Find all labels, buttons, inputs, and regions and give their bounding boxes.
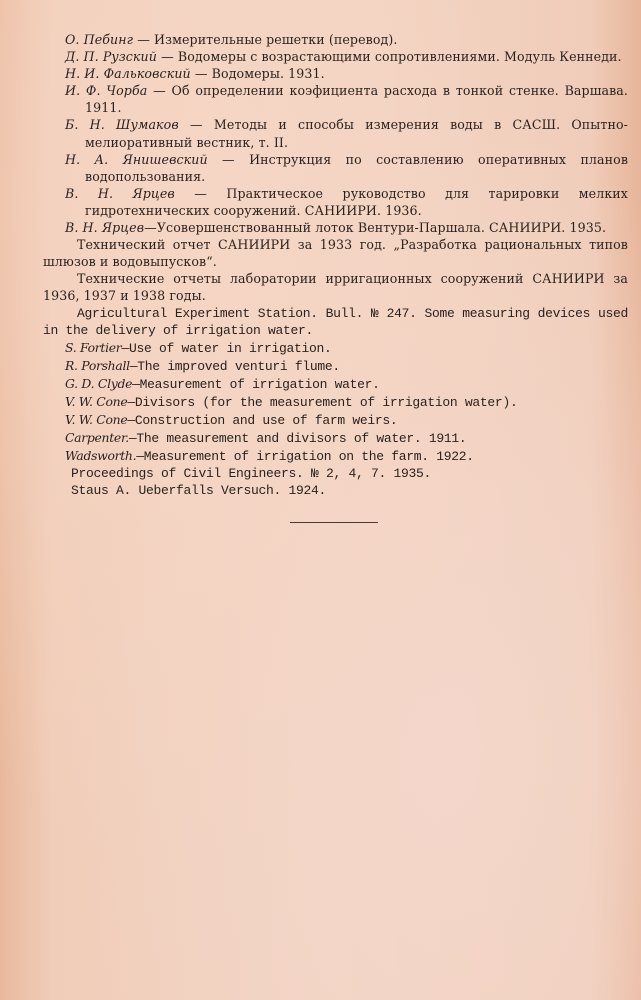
reference-title: Измерительные решетки (перевод). (154, 32, 398, 47)
reference-author: Carpenter. (65, 430, 129, 446)
reference-item (38, 482, 628, 499)
reference-title: Методы и способы измерения воды в САСШ. Опытно-мелиоративный вестник, т. II. (85, 117, 629, 150)
reference-item (38, 236, 628, 270)
reference-author: В. Н. Ярцев (65, 220, 145, 236)
reference-author: Н. А. Янишевский (65, 151, 208, 167)
separator: — (127, 394, 135, 410)
separator: — (133, 32, 155, 47)
separator: — (190, 66, 212, 82)
reference-title: Measurement of irrigation water. (139, 376, 380, 392)
reference-author: И. Ф. Чорба (65, 83, 148, 99)
separator: — (144, 220, 157, 236)
separator: — (128, 431, 137, 447)
reference-item (38, 429, 628, 447)
reference-title: Инструкция по составлению оперативных планов водопользования. (85, 151, 629, 184)
reference-author: Н. И. Фальковский (65, 66, 191, 82)
reference-author: Wadsworth. (65, 448, 137, 464)
reference-list (38, 31, 628, 500)
reference-author: G. D. Clyde (65, 375, 133, 391)
separator: — (147, 83, 172, 99)
reference-item (38, 447, 628, 465)
reference-author: О. Пебинг (65, 32, 134, 47)
reference-item (38, 219, 628, 236)
reference-title: Водомеры. 1931. (211, 66, 325, 82)
reference-item (38, 375, 628, 393)
reference-item (38, 116, 628, 150)
reference-item (38, 465, 628, 482)
reference-title: Технические отчеты лаборатории ирригационных сооружений САНИИРИ за 1936, 1937 и 1938 годы. (43, 271, 628, 304)
reference-item (38, 151, 628, 185)
reference-item (38, 339, 628, 357)
reference-title: Усовершенствованный лоток Вентури-Паршала. САНИИРИ. 1935. (156, 220, 607, 236)
reference-author: V. W. Cone (65, 393, 128, 409)
reference-title: Staus A. Ueberfalls Versuch. 1924. (71, 483, 327, 499)
reference-item (38, 185, 628, 219)
reference-item (38, 411, 628, 429)
reference-title: Об определении коэфициента расхода в тонкой стенке. Варшава. 1911. (85, 83, 629, 116)
separator: — (129, 358, 138, 374)
separator: — (207, 151, 250, 167)
end-divider-rule (290, 522, 378, 523)
reference-author: В. Н. Ярцев (65, 185, 175, 201)
reference-author: S. Fortier (65, 339, 122, 355)
reference-item (38, 357, 628, 375)
reference-title: Технический отчет САНИИРИ за 1933 год. „Разработка рациональных типов шлюзов и водовыпусков“. (43, 237, 628, 270)
reference-title: Construction and use of farm weirs. (134, 413, 398, 429)
reference-item (38, 65, 628, 82)
reference-title: Практическое руководство для тарировки мелких гидротехнических сооружений. САНИИРИ. 1936. (85, 185, 629, 218)
reference-author: Д. П. Рузский (65, 49, 157, 65)
separator: — (127, 413, 135, 429)
separator: — (121, 340, 129, 356)
reference-item (38, 82, 628, 116)
separator: — (156, 49, 178, 65)
reference-title: Водомеры с возрастающими сопротивлениями. Модуль Кеннеди. (177, 49, 622, 65)
separator: — (174, 185, 227, 201)
reference-title: Agricultural Experiment Station. Bull. № 247. Some measuring devices used in the delivery of irrigation water. (43, 305, 628, 338)
reference-item (38, 48, 628, 65)
reference-title: Divisors (for the measurement of irrigation water). (134, 394, 518, 410)
reference-item (38, 305, 628, 339)
reference-item (38, 270, 628, 304)
reference-item (38, 393, 628, 411)
reference-title: Measurement of irrigation on the farm. 1922. (143, 449, 474, 465)
reference-title: The improved venturi flume. (137, 358, 340, 374)
reference-author: V. W. Cone (65, 412, 128, 428)
reference-title: Use of water in irrigation. (128, 340, 332, 356)
separator: — (136, 449, 144, 465)
reference-item (38, 31, 628, 48)
separator: — (132, 376, 140, 392)
reference-title: The measurement and divisors of water. 1911. (136, 431, 467, 447)
reference-author: R. Porshall (65, 357, 130, 373)
reference-author: Б. Н. Шумаков (65, 117, 179, 133)
reference-title: Proceedings of Civil Engineers. № 2, 4, 7. 1935. (71, 466, 432, 482)
separator: — (178, 117, 214, 133)
